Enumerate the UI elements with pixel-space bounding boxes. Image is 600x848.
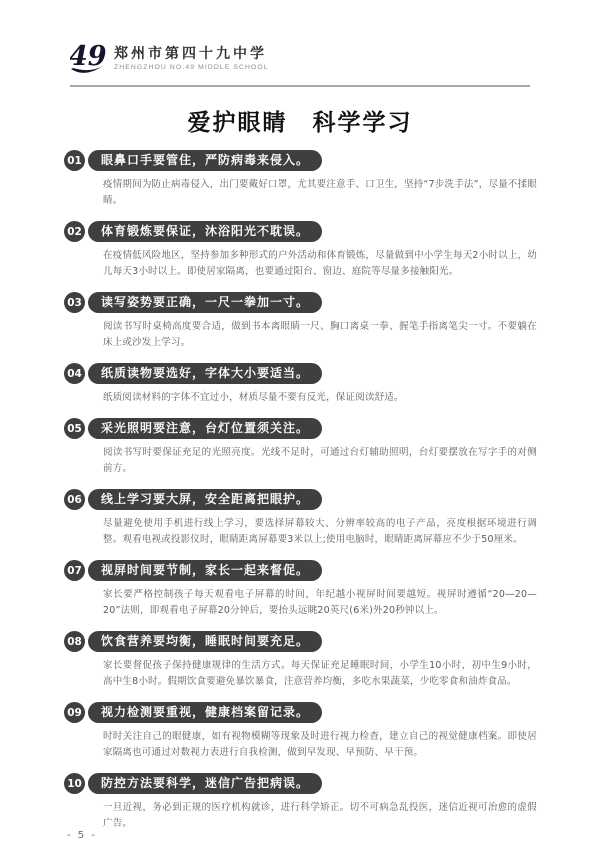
list-item (64, 702, 537, 761)
list-item (64, 773, 537, 832)
svg-text:49: 49 (70, 41, 106, 72)
item-header (64, 489, 537, 510)
item-number-badge: 04 (64, 363, 85, 384)
list-item (64, 489, 537, 548)
item-title-pill: 视力检测要重视，健康档案留记录。 (88, 702, 322, 723)
item-number-badge: 06 (64, 489, 85, 510)
list-item (64, 418, 537, 477)
list-item (64, 631, 537, 690)
list-item (64, 363, 537, 406)
item-title-pill: 体育锻炼要保证，沐浴阳光不耽误。 (88, 221, 322, 242)
item-header (64, 292, 537, 313)
item-header (64, 363, 537, 384)
item-header (64, 560, 537, 581)
item-title-pill: 防控方法要科学，迷信广告把病误。 (88, 773, 322, 794)
item-number-badge: 02 (64, 221, 85, 242)
item-body-text: 家长要严格控制孩子每天观看电子屏幕的时间，年纪越小视屏时间要越短。视屏时遵循“20—20—20”法则，即观看电子屏幕20分钟后，要抬头远眺20英尺(6米)外20秒钟以上。 (103, 589, 537, 616)
item-title-pill: 眼鼻口手要管住，严防病毒来侵入。 (88, 150, 322, 171)
item-header (64, 631, 537, 652)
page-title: 爱护眼睛 科学学习 (187, 109, 413, 136)
item-header (64, 150, 537, 171)
school-logo-icon (70, 38, 106, 80)
item-number-badge: 10 (64, 773, 85, 794)
item-title-pill: 视屏时间要节制，家长一起来督促。 (88, 560, 322, 581)
item-body-text: 阅读书写时桌椅高度要合适，做到书本离眼睛一尺、胸口离桌一拳、握笔手指离笔尖一寸。不要躺在床上或沙发上学习。 (103, 321, 537, 348)
item-number-badge: 05 (64, 418, 85, 439)
item-number-badge: 09 (64, 702, 85, 723)
list-item (64, 292, 537, 351)
item-body-text: 一旦近视，务必到正规的医疗机构就诊，进行科学矫正。切不可病急乱投医，迷信近视可治愈的虚假广告。 (103, 802, 537, 829)
letterhead-divider (70, 85, 530, 87)
school-name-en: ZHENGZHOU NO.49 MIDDLE SCHOOL (114, 63, 269, 71)
item-body-text: 疫情期间为防止病毒侵入，出门要戴好口罩，尤其要注意手、口卫生，坚持“7步洗手法”，尽量不揉眼睛。 (103, 179, 537, 206)
item-title-pill: 纸质读物要选好，字体大小要适当。 (88, 363, 322, 384)
item-title-pill: 采光照明要注意，台灯位置须关注。 (88, 418, 322, 439)
item-body-text: 时时关注自己的眼健康，如有视物模糊等现象及时进行视力检查，建立自己的视觉健康档案。即使居家隔离也可通过对数视力表进行自我检测，做到早发现、早预防、早干预。 (103, 731, 537, 758)
item-number-badge: 01 (64, 150, 85, 171)
item-title-pill: 饮食营养要均衡，睡眠时间要充足。 (88, 631, 322, 652)
item-header (64, 773, 537, 794)
list-item (64, 221, 537, 280)
page-number: - 5 - (67, 830, 97, 841)
item-header (64, 418, 537, 439)
brand-row (70, 38, 530, 80)
item-body-text: 家长要督促孩子保持健康规律的生活方式。每天保证充足睡眠时间，小学生10小时，初中生9小时，高中生8小时。假期饮食要避免暴饮暴食，注意营养均衡，多吃水果蔬菜，少吃零食和油炸食品。 (103, 660, 537, 687)
item-list (0, 150, 600, 832)
item-body-text: 在疫情低风险地区，坚持参加多种形式的户外活动和体育锻炼，尽量做到中小学生每天2小时以上，幼儿每天3小时以上。即使居家隔离，也要通过阳台、窗边、庭院等尽量多接触阳光。 (103, 250, 537, 277)
school-name: 郑州市第四十九中学 (114, 45, 267, 62)
brand-text (114, 46, 269, 73)
item-title-pill: 线上学习要大屏，安全距离把眼护。 (88, 489, 322, 510)
item-number-badge: 03 (64, 292, 85, 313)
item-number-badge: 08 (64, 631, 85, 652)
item-number-badge: 07 (64, 560, 85, 581)
item-header (64, 221, 537, 242)
list-item (64, 150, 537, 209)
item-body-text: 尽量避免使用手机进行线上学习，要选择屏幕较大、分辨率较高的电子产品，亮度根据环境进行调整。观看电视或投影仪时，眼睛距离屏幕要3米以上;使用电脑时，眼睛距离屏幕应不少于50厘米。 (103, 518, 537, 545)
list-item (64, 560, 537, 619)
item-body-text: 纸质阅读材料的字体不宜过小，材质尽量不要有反光，保证阅读舒适。 (103, 392, 404, 403)
item-header (64, 702, 537, 723)
item-body-text: 阅读书写时要保证充足的光照亮度。光线不足时，可通过台灯辅助照明，台灯要摆放在写字手的对侧前方。 (103, 447, 537, 474)
item-title-pill: 读写姿势要正确，一尺一拳加一寸。 (88, 292, 322, 313)
letterhead (0, 0, 600, 87)
